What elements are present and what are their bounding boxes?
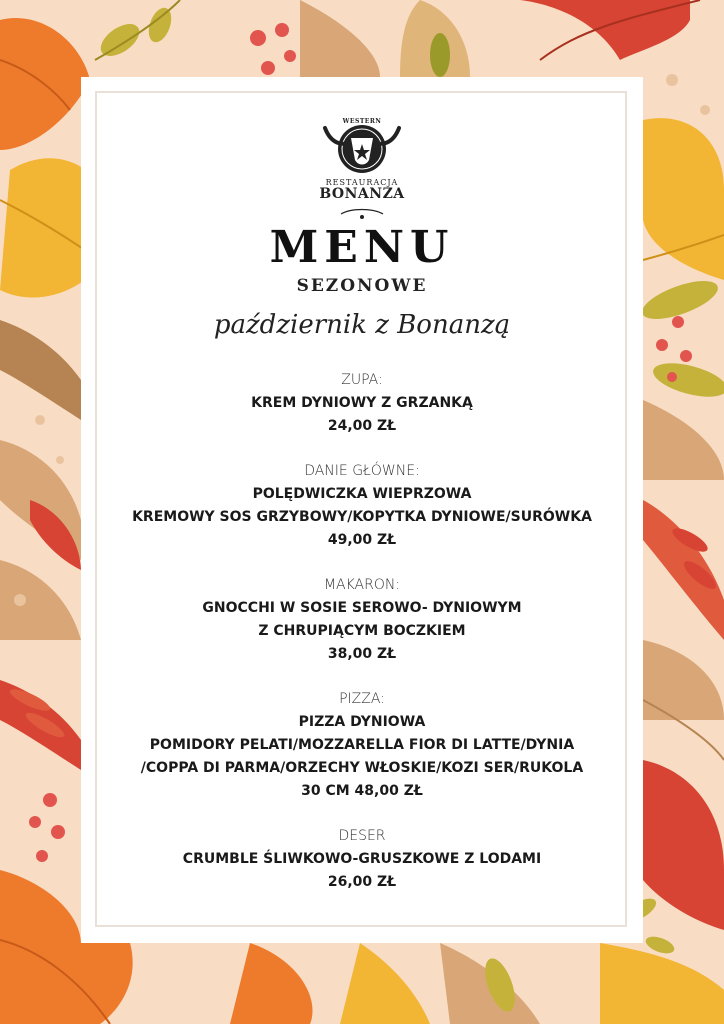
menu-item-line: GNOCCHI W SOSIE SEROWO- DYNIOWYM	[202, 600, 522, 616]
menu-section	[110, 573, 614, 666]
menu-item-price: 38,00 ZŁ	[327, 646, 397, 662]
menu-item-line: POLĘDWICZKA WIEPRZOWA	[252, 486, 472, 502]
menu-item-line: CRUMBLE ŚLIWKOWO-GRUSZKOWE Z LODAMI	[182, 851, 542, 867]
section-category: DANIE GŁÓWNE:	[304, 463, 420, 479]
menu-item-price: 24,00 ZŁ	[327, 418, 397, 434]
logo-name: BONANZA	[319, 186, 405, 202]
section-category: DESER	[338, 828, 386, 844]
bonanza-logo	[311, 114, 413, 224]
menu-item-price: 49,00 ZŁ	[327, 532, 397, 548]
menu-item-line: POMIDORY PELATI/MOZZARELLA FIOR DI LATTE/DYNIA	[149, 737, 575, 753]
menu-item-line: KREMOWY SOS GRZYBOWY/KOPYTKA DYNIOWE/SURÓWKA	[132, 509, 592, 525]
section-category: MAKARON:	[323, 577, 401, 593]
menu-item-line: KREM DYNIOWY Z GRZANKĄ	[251, 395, 473, 411]
menu-title: MENU	[269, 222, 455, 273]
menu-section	[110, 824, 614, 894]
menu-sections	[110, 368, 614, 915]
menu-item-line: /COPPA DI PARMA/ORZECHY WŁOSKIE/KOZI SER/RUKOLA	[140, 760, 584, 776]
menu-item-line: Z CHRUPIĄCYM BOCZKIEM	[258, 623, 466, 639]
section-category: PIZZA:	[339, 691, 385, 707]
menu-section	[110, 459, 614, 552]
logo-top-text: WESTERN	[342, 118, 382, 125]
menu-tagline: październik z Bonanzą	[213, 310, 511, 340]
menu-section	[110, 368, 614, 438]
menu-section	[110, 687, 614, 803]
bull-head-icon	[311, 114, 413, 224]
section-category: ZUPA:	[341, 372, 383, 388]
menu-item-price: 30 CM 48,00 ZŁ	[301, 783, 423, 799]
menu-item-price: 26,00 ZŁ	[327, 874, 397, 890]
menu-item-line: PIZZA DYNIOWA	[298, 714, 426, 730]
logo-subtitle: RESTAURACJA	[325, 178, 399, 187]
menu-subtitle: SEZONOWE	[296, 276, 428, 296]
